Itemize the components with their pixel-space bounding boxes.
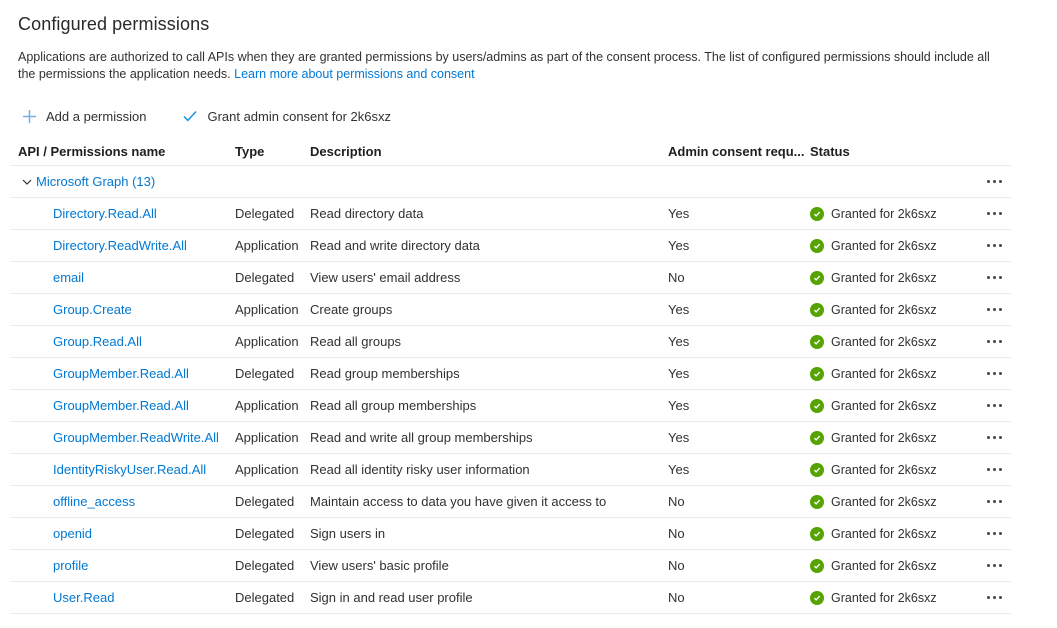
- status-text: Granted for 2k6sxz: [831, 238, 937, 253]
- admin-consent-value: No: [668, 494, 685, 509]
- status-cell: [810, 271, 985, 285]
- permission-description: Read all groups: [310, 334, 402, 349]
- status-text: Granted for 2k6sxz: [831, 366, 937, 381]
- permission-description: View users' basic profile: [310, 558, 449, 573]
- permission-name-link[interactable]: GroupMember.Read.All: [53, 366, 189, 381]
- add-permission-button[interactable]: [18, 107, 150, 126]
- table-row: [10, 198, 1011, 230]
- row-more-menu-button[interactable]: [985, 262, 1011, 293]
- permission-type: Application: [235, 302, 299, 317]
- table-row: [10, 358, 1011, 390]
- table-row: [10, 486, 1011, 518]
- admin-consent-value: No: [668, 590, 685, 605]
- command-bar: [18, 104, 1039, 128]
- permission-type: Application: [235, 398, 299, 413]
- table-row: [10, 294, 1011, 326]
- description-text: Applications are authorized to call APIs when they are granted permissions by users/admins as part of the consent process. The list of configured permissions should include all the permissions the application needs.: [18, 50, 990, 81]
- table-header-row: [10, 137, 1011, 166]
- admin-consent-value: Yes: [668, 366, 690, 381]
- permission-description: Read and write all group memberships: [310, 430, 533, 445]
- status-text: Granted for 2k6sxz: [831, 302, 937, 317]
- permission-type: Delegated: [235, 366, 295, 381]
- status-text: Granted for 2k6sxz: [831, 430, 937, 445]
- permission-name-link[interactable]: Directory.ReadWrite.All: [53, 238, 187, 253]
- table-row: [10, 518, 1011, 550]
- group-more-menu-button[interactable]: [985, 166, 1011, 197]
- col-header-description: Description: [310, 143, 382, 159]
- status-text: Granted for 2k6sxz: [831, 270, 937, 285]
- status-text: Granted for 2k6sxz: [831, 398, 937, 413]
- status-text: Granted for 2k6sxz: [831, 494, 937, 509]
- status-cell: [810, 495, 985, 509]
- status-text: Granted for 2k6sxz: [831, 590, 937, 605]
- permission-description: Sign users in: [310, 526, 386, 541]
- permissions-table: [10, 137, 1011, 614]
- page-title: Configured permissions: [18, 14, 210, 34]
- status-cell: [810, 207, 985, 221]
- status-text: Granted for 2k6sxz: [831, 462, 937, 477]
- granted-check-icon: [810, 239, 824, 253]
- status-cell: [810, 431, 985, 445]
- permission-type: Delegated: [235, 558, 295, 573]
- permission-type: Delegated: [235, 206, 295, 221]
- admin-consent-value: No: [668, 558, 685, 573]
- row-more-menu-button[interactable]: [985, 358, 1011, 389]
- table-row: [10, 582, 1011, 614]
- granted-check-icon: [810, 367, 824, 381]
- granted-check-icon: [810, 463, 824, 477]
- grant-admin-consent-label: Grant admin consent for 2k6sxz: [207, 108, 391, 124]
- permission-type: Delegated: [235, 590, 295, 605]
- granted-check-icon: [810, 399, 824, 413]
- row-more-menu-button[interactable]: [985, 422, 1011, 453]
- permission-name-link[interactable]: profile: [53, 558, 89, 573]
- permission-description: Create groups: [310, 302, 393, 317]
- add-permission-label: Add a permission: [46, 108, 147, 124]
- granted-check-icon: [810, 303, 824, 317]
- permission-name-link[interactable]: openid: [53, 526, 93, 541]
- row-more-menu-button[interactable]: [985, 550, 1011, 581]
- api-group-link[interactable]: Microsoft Graph (13): [36, 174, 156, 189]
- permission-type: Application: [235, 238, 299, 253]
- granted-check-icon: [810, 495, 824, 509]
- permission-description: Read group memberships: [310, 366, 460, 381]
- table-row: [10, 550, 1011, 582]
- admin-consent-value: Yes: [668, 398, 690, 413]
- api-group-row: [10, 166, 1011, 198]
- table-row: [10, 262, 1011, 294]
- permission-description: Sign in and read user profile: [310, 590, 473, 605]
- permission-name-link[interactable]: IdentityRiskyUser.Read.All: [53, 462, 207, 477]
- permission-description: Read directory data: [310, 206, 424, 221]
- learn-more-link[interactable]: Learn more about permissions and consent: [234, 67, 475, 81]
- section-description: [18, 49, 1010, 83]
- row-more-menu-button[interactable]: [985, 294, 1011, 325]
- permission-type: Application: [235, 430, 299, 445]
- granted-check-icon: [810, 271, 824, 285]
- status-cell: [810, 527, 985, 541]
- permission-type: Application: [235, 334, 299, 349]
- permission-name-link[interactable]: User.Read: [53, 590, 115, 605]
- permission-name-link[interactable]: Group.Create: [53, 302, 132, 317]
- permission-description: Read and write directory data: [310, 238, 480, 253]
- plus-icon: [22, 109, 37, 124]
- granted-check-icon: [810, 335, 824, 349]
- permission-name-link[interactable]: offline_access: [53, 494, 136, 509]
- grant-admin-consent-button[interactable]: [178, 107, 395, 126]
- col-header-type: Type: [235, 143, 265, 159]
- permission-name-link[interactable]: GroupMember.Read.All: [53, 398, 189, 413]
- permission-type: Delegated: [235, 494, 295, 509]
- col-header-status: Status: [810, 143, 850, 159]
- status-text: Granted for 2k6sxz: [831, 526, 937, 541]
- granted-check-icon: [810, 559, 824, 573]
- status-cell: [810, 463, 985, 477]
- permission-type: Delegated: [235, 270, 295, 285]
- status-cell: [810, 591, 985, 605]
- table-row: [10, 454, 1011, 486]
- check-icon: [182, 109, 198, 123]
- api-group-toggle[interactable]: [10, 174, 235, 189]
- admin-consent-value: Yes: [668, 430, 690, 445]
- permission-name-link[interactable]: GroupMember.ReadWrite.All: [53, 430, 219, 445]
- table-row: [10, 422, 1011, 454]
- status-cell: [810, 399, 985, 413]
- granted-check-icon: [810, 431, 824, 445]
- status-cell: [810, 367, 985, 381]
- col-header-api-permissions-name: API / Permissions name: [18, 143, 166, 159]
- status-text: Granted for 2k6sxz: [831, 206, 937, 221]
- status-text: Granted for 2k6sxz: [831, 558, 937, 573]
- granted-check-icon: [810, 591, 824, 605]
- admin-consent-value: No: [668, 526, 685, 541]
- permission-type: Application: [235, 462, 299, 477]
- row-more-menu-button[interactable]: [985, 454, 1011, 485]
- col-header-admin-consent: Admin consent requ...: [668, 143, 805, 159]
- status-cell: [810, 335, 985, 349]
- table-row: [10, 326, 1011, 358]
- admin-consent-value: Yes: [668, 302, 690, 317]
- row-more-menu-button[interactable]: [985, 390, 1011, 421]
- row-more-menu-button[interactable]: [985, 198, 1011, 229]
- table-row: [10, 230, 1011, 262]
- status-cell: [810, 239, 985, 253]
- status-cell: [810, 303, 985, 317]
- permission-type: Delegated: [235, 526, 295, 541]
- permission-description: View users' email address: [310, 270, 461, 285]
- row-more-menu-button[interactable]: [985, 326, 1011, 357]
- status-text: Granted for 2k6sxz: [831, 334, 937, 349]
- chevron-down-icon: [21, 176, 33, 188]
- table-row: [10, 390, 1011, 422]
- row-more-menu-button[interactable]: [985, 486, 1011, 517]
- permission-name-link[interactable]: Directory.Read.All: [53, 206, 157, 221]
- granted-check-icon: [810, 207, 824, 221]
- status-cell: [810, 559, 985, 573]
- row-more-menu-button[interactable]: [985, 582, 1011, 613]
- permission-description: Maintain access to data you have given it access to: [310, 494, 607, 509]
- granted-check-icon: [810, 527, 824, 541]
- permission-description: Read all group memberships: [310, 398, 477, 413]
- permission-name-link[interactable]: Group.Read.All: [53, 334, 142, 349]
- admin-consent-value: Yes: [668, 462, 690, 477]
- permission-name-link[interactable]: email: [53, 270, 85, 285]
- row-more-menu-button[interactable]: [985, 230, 1011, 261]
- admin-consent-value: Yes: [668, 238, 690, 253]
- admin-consent-value: Yes: [668, 206, 690, 221]
- admin-consent-value: No: [668, 270, 685, 285]
- admin-consent-value: Yes: [668, 334, 690, 349]
- row-more-menu-button[interactable]: [985, 518, 1011, 549]
- permission-description: Read all identity risky user information: [310, 462, 530, 477]
